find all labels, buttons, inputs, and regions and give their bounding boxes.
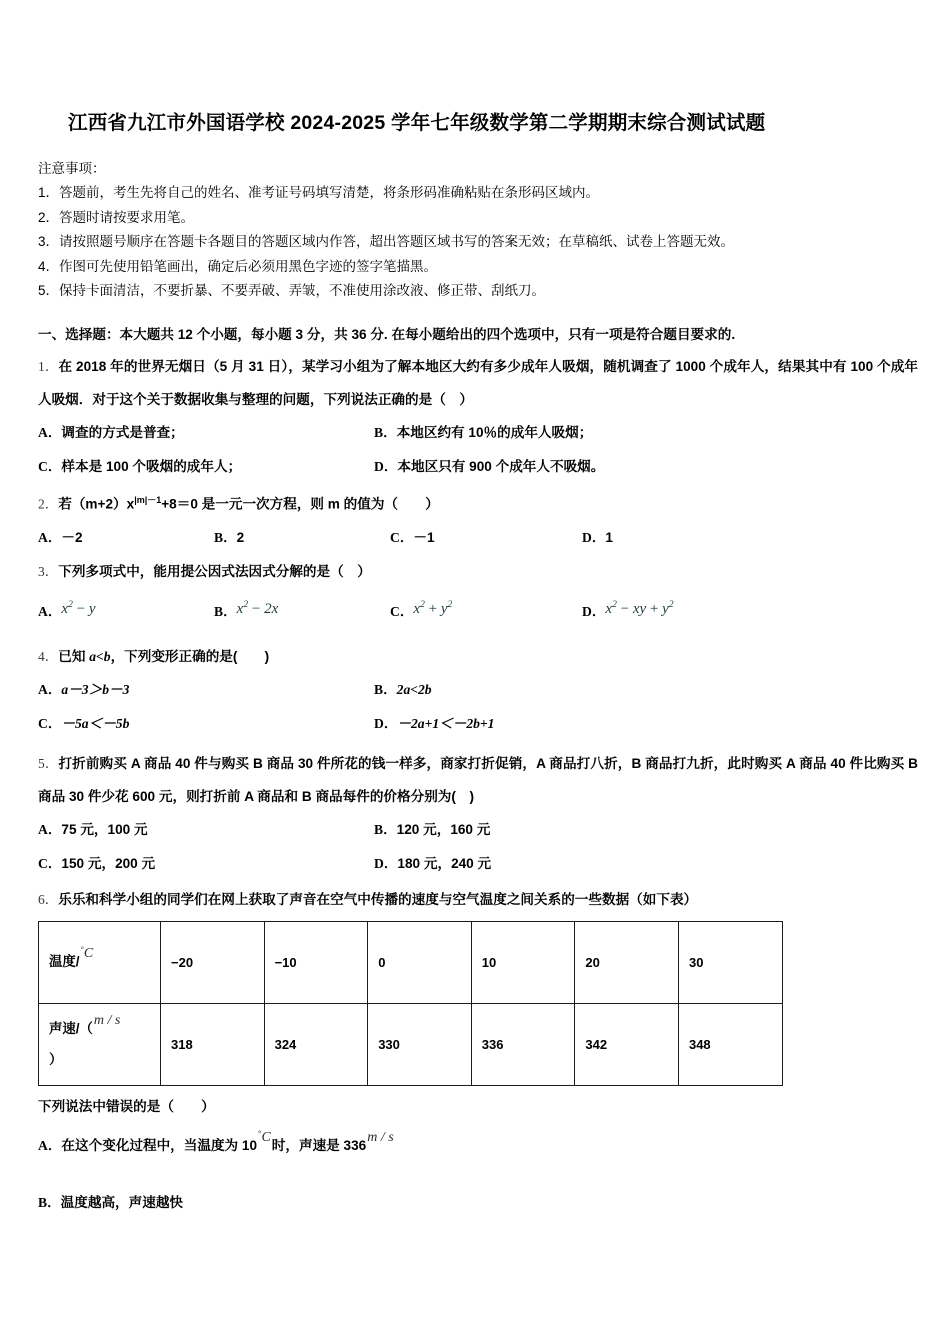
cell-value: 30	[688, 954, 704, 970]
notice-item-5: 5．保持卡面清洁，不要折暴、不要弄破、弄皱，不准使用涂改液、修正带、刮纸刀。	[38, 283, 546, 298]
option-text: 1	[605, 529, 613, 545]
cell-value: 330	[378, 1036, 400, 1052]
row-header-close-paren: ）	[49, 1051, 63, 1067]
option-label: A．	[38, 425, 62, 440]
option-text: 120 元，160 元	[396, 821, 491, 837]
option-label: A．	[38, 821, 62, 837]
option-text: 温度越高，声速越快	[60, 1194, 184, 1210]
option-label: B．	[38, 1194, 61, 1210]
cell-value: 336	[481, 1036, 504, 1052]
option-text: 75 元，100 元	[61, 821, 148, 837]
option-label: B．	[214, 529, 237, 545]
question-5-options	[38, 813, 918, 881]
option-text: 180 元，240 元	[397, 855, 492, 871]
option-math-expr: $x^2 - 2x$	[236, 599, 279, 617]
question-1-option-a[interactable]	[38, 416, 374, 450]
option-label: B．	[214, 603, 237, 619]
option-text: 150 元，200 元	[61, 855, 156, 871]
question-4-text-post: ，下列变形正确的是( )	[110, 648, 270, 664]
option-label: D．	[582, 529, 606, 545]
question-3-options	[38, 588, 918, 632]
question-2-option-d[interactable]	[582, 521, 918, 555]
table-cell	[575, 921, 679, 1003]
option-label: D．	[374, 459, 398, 474]
option-label: C．	[390, 529, 414, 545]
question-2-options	[38, 521, 918, 555]
question-3	[38, 555, 918, 632]
question-6-stem	[38, 885, 918, 915]
option-text-part1: 在这个变化过程中，当温度为 10	[61, 1137, 258, 1153]
question-4-text-pre: 已知	[58, 648, 90, 664]
question-4-stem	[38, 640, 918, 673]
notice-item-3: 3．请按照题号顺序在答题卡各题目的答题区域内作答，超出答题区域书写的答案无效；在草稿纸、试卷上答题无效。	[38, 234, 735, 249]
option-label: C．	[38, 715, 62, 731]
row-header-sound-speed	[39, 1003, 161, 1085]
question-5-option-c[interactable]	[38, 847, 374, 881]
question-6-option-a[interactable]	[38, 1126, 918, 1167]
notice-item-2: 2．答题时请按要求用笔。	[38, 209, 195, 225]
table-cell	[264, 1003, 368, 1085]
question-3-option-b[interactable]	[214, 588, 390, 632]
unit-degree-celsius: °C	[258, 1127, 271, 1145]
option-label: A．	[38, 529, 62, 545]
question-5-text: 打折前购买 A 商品 40 件与购买 B 商品 30 件所花的钱一样多，商家打折促销，A 商品打八折，B 商品打九折，此时购买 A 商品 40 件比购买 B 商品 30 件少花 600 元，则打折前 A 商品和 B 商品每件的价格分别为( )	[38, 755, 919, 804]
cell-value: 318	[171, 1036, 193, 1052]
option-text: a－3＞b－3	[61, 681, 130, 697]
option-text: 调查的方式是普查；	[61, 425, 184, 440]
row-header-label: 声速/（	[49, 1020, 93, 1036]
question-6-text: 乐乐和科学小组的同学们在网上获取了声音在空气中传播的速度与空气温度之间关系的一些数据（如下表）	[58, 891, 698, 907]
table-cell	[161, 921, 265, 1003]
option-label: C．	[38, 855, 62, 871]
option-label: A．	[38, 681, 62, 697]
question-2-stem	[38, 484, 918, 521]
cell-value: 342	[585, 1036, 608, 1052]
question-3-text: 下列多项式中，能用提公因式法因式分解的是（ ）	[58, 563, 371, 579]
table-cell	[161, 1003, 265, 1085]
question-1-number: 1．	[38, 359, 59, 374]
row-header-label: 温度/	[49, 953, 80, 969]
table-cell	[264, 921, 368, 1003]
question-5-option-a[interactable]	[38, 813, 374, 847]
question-4-inline-math: a<b	[89, 648, 111, 664]
question-5-stem	[38, 747, 918, 813]
question-4-option-c[interactable]	[38, 707, 374, 741]
option-label: B．	[374, 425, 397, 440]
question-1-option-b[interactable]	[374, 416, 918, 450]
question-6-options	[38, 1126, 918, 1223]
row-header-temperature	[39, 921, 161, 1003]
question-4	[38, 640, 918, 741]
option-text: 样本是 100 个吸烟的成年人；	[61, 459, 242, 474]
cell-value: 348	[688, 1036, 711, 1052]
question-1-options	[38, 416, 918, 484]
question-1-option-d[interactable]	[374, 450, 918, 484]
option-text-part2: 时，声速是 336	[271, 1137, 367, 1153]
option-text: －5a＜－5b	[61, 715, 130, 731]
unit-meters-per-second: m / s	[367, 1129, 394, 1145]
notice-block	[38, 157, 918, 304]
table-cell	[368, 921, 472, 1003]
table-row-temperature	[39, 921, 783, 1003]
option-text: －2a+1＜－2b+1	[397, 715, 495, 731]
question-5-option-d[interactable]	[374, 847, 918, 881]
option-text: 2a<2b	[396, 681, 432, 697]
question-2-text-pre: 若（m+2）x	[58, 496, 135, 512]
option-text: 2	[236, 529, 245, 545]
unit-meters-per-second: m / s	[93, 1012, 121, 1028]
cell-value: 324	[274, 1036, 297, 1052]
option-label: A．	[38, 1137, 62, 1153]
option-math-expr: $x^2 - y$	[61, 599, 96, 617]
page-title: 江西省九江市外国语学校 2024-2025 学年七年级数学第二学期期末综合测试试题	[68, 112, 766, 134]
question-6-after-table-prompt: 下列说法中错误的是（ ）	[38, 1098, 215, 1114]
sound-speed-table-wrapper	[38, 921, 918, 1086]
table-cell	[471, 921, 575, 1003]
question-2	[38, 484, 918, 555]
section-heading: 一、选择题：本大题共 12 个小题，每小题 3 分，共 36 分. 在每小题给出的四个选项中，只有一项是符合题目要求的.	[38, 327, 736, 342]
option-label: A．	[38, 603, 62, 619]
option-label: B．	[374, 681, 397, 697]
option-text: －2	[61, 529, 83, 545]
table-cell	[678, 921, 782, 1003]
question-3-number: 3．	[38, 563, 59, 579]
sound-speed-table	[38, 921, 783, 1086]
question-4-options	[38, 673, 918, 741]
question-3-option-a[interactable]	[38, 588, 214, 632]
cell-value: 20	[585, 954, 600, 970]
question-3-option-c[interactable]	[390, 588, 582, 632]
question-1-text: 在 2018 年的世界无烟日（5 月 31 日），某学习小组为了解本地区大约有多少成年人吸烟，随机调查了 1000 个成年人，结果其中有 100 个成年人吸烟．对于这个关于数据收集与整理的问题，下列说法正确的是（ ）	[38, 359, 919, 407]
table-cell	[471, 1003, 575, 1085]
questions-container	[38, 322, 918, 1223]
option-label: D．	[582, 603, 606, 619]
option-math-expr: $x^2$ − xy + $y^2$	[605, 599, 674, 617]
question-3-option-d[interactable]	[582, 588, 918, 632]
question-2-option-a[interactable]	[38, 521, 214, 555]
question-3-stem	[38, 555, 918, 588]
question-2-option-b[interactable]	[214, 521, 390, 555]
question-1-option-c[interactable]	[38, 450, 374, 484]
question-5-option-b[interactable]	[374, 813, 918, 847]
notice-item-1: 1．答题前，考生先将自己的姓名、准考证号码填写清楚，将条形码准确粘贴在条形码区域内。	[38, 185, 600, 200]
option-label: D．	[374, 715, 398, 731]
option-label: D．	[374, 855, 398, 871]
cell-value: −10	[274, 954, 297, 970]
table-cell	[368, 1003, 472, 1085]
question-4-number: 4．	[38, 648, 59, 664]
option-text: －1	[413, 529, 435, 545]
question-2-exponent: |m|－1	[134, 495, 162, 505]
option-label: C．	[390, 603, 414, 619]
option-text: 本地区约有 10％的成年人吸烟；	[396, 425, 593, 440]
question-1	[38, 350, 918, 484]
cell-value: 0	[378, 954, 386, 970]
notice-heading: 注意事项：	[38, 161, 106, 176]
option-math-expr: $x^2 + y^2$	[413, 599, 453, 617]
question-2-number: 2．	[38, 496, 59, 512]
table-cell	[678, 1003, 782, 1085]
cell-value: 10	[481, 954, 497, 970]
question-4-option-b[interactable]	[374, 673, 918, 707]
option-label: C．	[38, 459, 62, 474]
table-cell	[575, 1003, 679, 1085]
cell-value: −20	[171, 954, 194, 970]
question-2-option-c[interactable]	[390, 521, 582, 555]
question-6-option-b[interactable]	[38, 1167, 918, 1223]
question-2-text-post: +8＝0 是一元一次方程，则 m 的值为（ ）	[161, 496, 439, 512]
question-4-option-d[interactable]	[374, 707, 918, 741]
question-4-option-a[interactable]	[38, 673, 374, 707]
question-1-stem	[38, 350, 918, 416]
notice-item-4: 4．作图可先使用铅笔画出，确定后必须用黑色字迹的签字笔描黑。	[38, 258, 438, 274]
question-6-number: 6．	[38, 891, 59, 907]
question-6	[38, 885, 918, 1223]
option-text: 本地区只有 900 个成年人不吸烟。	[397, 459, 605, 474]
option-label: B．	[374, 821, 397, 837]
unit-degree-celsius: °C	[80, 943, 94, 961]
table-row-sound-speed	[39, 1003, 783, 1085]
question-5-number: 5．	[38, 755, 59, 771]
question-5	[38, 747, 918, 881]
